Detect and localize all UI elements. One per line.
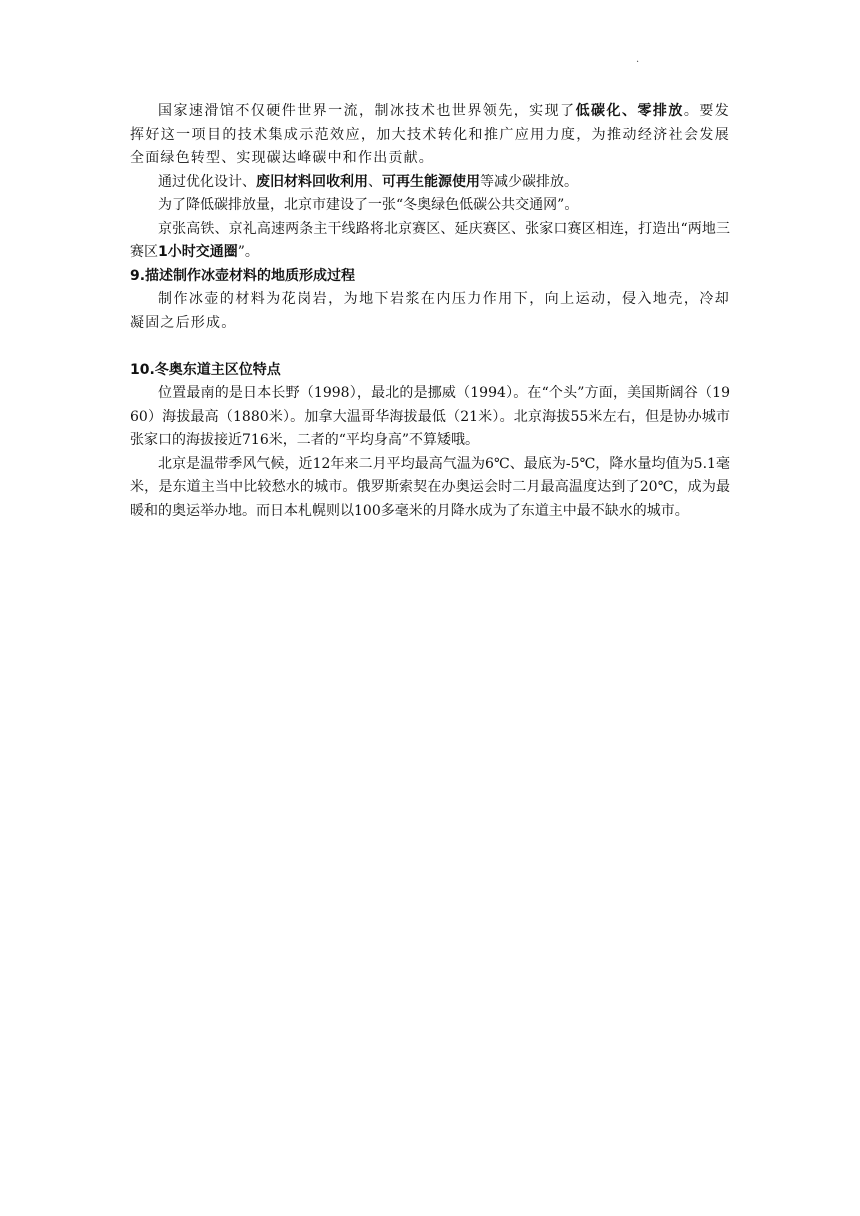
- paragraph-speed-skating-oval: [130, 100, 730, 171]
- paragraph-railway: [130, 218, 730, 265]
- section-heading-10: 10.冬奥东道主区位特点: [130, 361, 281, 378]
- paragraph-host-climate: 北京是温带季风气候，近12年来二月平均最高气温为6℃、最底为-5℃，降水量均值为5.1毫米，是东道主当中比较愁水的城市。俄罗斯索契在办奥运会时二月最高温度达到了20℃，成为最暖和的奥运举办地。而日本札幌则以100多毫米的月降水成为了东道主中最不缺水的城市。: [130, 455, 730, 519]
- section-heading-9: 9.描述制作冰壶材料的地质形成过程: [130, 267, 356, 284]
- paragraph-text: 国家速滑馆不仅硬件世界一流，制冰技术也世界领先，实现了: [158, 103, 576, 119]
- bold-phrase-recycling: 废旧材料回收利用: [256, 173, 368, 190]
- paragraph-text: ”。: [237, 244, 259, 260]
- bold-phrase-one-hour-circle: 1小时交通圈: [158, 244, 238, 260]
- paragraph-text: 、: [368, 173, 382, 190]
- page-mark: ·: [636, 57, 640, 68]
- paragraph-text: 。要发挥好这一项目的技术集成示范效应，加大技术转化和推广应用力度，为推动经济社会发展全面绿色转型、实现碳达峰碳中和作出贡献。: [130, 103, 730, 166]
- paragraph-carbon-reduction: [130, 171, 730, 195]
- document-body: [130, 100, 730, 523]
- bold-phrase-renewable-energy: 可再生能源使用: [382, 173, 480, 190]
- paragraph-curling-stone: 制作冰壶的材料为花岗岩，为地下岩浆在内压力作用下，向上运动，侵入地壳，冷却凝固之后形成。: [130, 291, 730, 331]
- paragraph-text: 京张高铁、京礼高速两条主干线路将北京赛区、延庆赛区、张家口赛区相连，打造出“两地三赛区: [130, 220, 730, 260]
- bold-phrase-low-carbon: 低碳化、零排放: [575, 103, 684, 119]
- paragraph-text: 等减少碳排放。: [480, 173, 578, 190]
- paragraph-transit-network: 为了降低碳排放量，北京市建设了一张“冬奥绿色低碳公共交通网”。: [158, 197, 579, 213]
- blank-line: [130, 335, 730, 359]
- paragraph-text: 通过优化设计、: [158, 173, 256, 190]
- paragraph-host-locations: 位置最南的是日本长野（1998），最北的是挪威（1994）。在“个头”方面，美国斯阔谷（1960）海拔最高（1880米）。加拿大温哥华海拔最低（21米）。北京海拔55米左右，但是协办城市张家口的海拔接近716米，二者的“平均身高”不算矮哦。: [130, 385, 730, 448]
